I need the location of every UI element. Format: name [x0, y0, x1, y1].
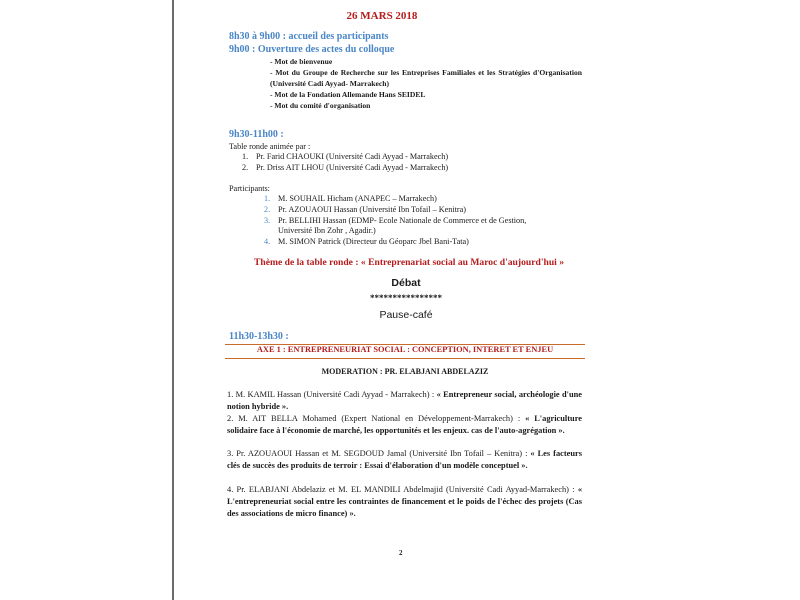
communication-authors: 4. Pr. ELABJANI Abdelaziz et M. EL MANDILI Abdelmajid (Université Cadi Ayyad-Marrakech) : — [227, 485, 578, 494]
participant-text: M. SOUHAIL Hicham (ANAPEC – Marrakech) — [278, 194, 437, 203]
roundtable-theme: Thème de la table ronde : « Entreprenariat social au Maroc d'aujourd'hui » — [253, 257, 565, 268]
separator-stars: **************** — [370, 293, 442, 303]
list-number: 2. — [242, 163, 249, 172]
welcome-slot: 8h30 à 9h00 : accueil des participants — [229, 31, 389, 42]
communication-title: « Les facteurs clés de succès des produits de terroir : Essai d'élaboration d'un modèle conceptuel ». — [227, 449, 582, 470]
communication-authors: 3. Pr. AZOUAOUI Hassan et M. SEGDOUD Jamal (Université Ibn Tofail – Kenitra) : — [227, 449, 531, 458]
axis-title: AXE 1 : ENTREPRENEURIAT SOCIAL : CONCEPTION, INTERET ET ENJEU — [256, 345, 554, 354]
session1-time: 9h30-11h00 : — [229, 129, 284, 140]
page-number: 2 — [399, 549, 403, 557]
list-number: 2. — [264, 205, 271, 214]
participant-item — [264, 193, 437, 204]
participant-item — [264, 225, 376, 236]
opening-slot: 9h00 : Ouverture des actes du colloque — [229, 44, 395, 55]
participants-label: Participants: — [229, 184, 270, 193]
list-number: 1. — [264, 194, 271, 203]
communication-authors: 2. M. AIT BELLA Mohamed (Expert National en Développement-Marrakech) : — [227, 414, 526, 423]
opening-item: - Mot de bienvenue — [270, 57, 333, 66]
communication-title: « Entrepreneur social, archéologie d'une notion hybride ». — [227, 390, 582, 411]
communication-title: « L'entrepreneuriat social entre les contraintes de financement et le poids de l'échec des projets (Cas des associations de micro finance) ». — [227, 485, 582, 518]
opening-item: - Mot de la Fondation Allemande Hans SEIDEL — [270, 90, 426, 99]
moderator-text: Pr. Farid CHAOUKI (Université Cadi Ayyad - Marrakech) — [256, 152, 449, 161]
list-number: 3. — [264, 216, 271, 225]
opening-item: - Mot du comité d'organisation — [270, 101, 371, 110]
list-number: 1. — [242, 152, 249, 161]
moderator-item — [242, 151, 448, 162]
participant-text: Pr. AZOUAOUI Hassan (Université Ibn Tofail – Kenitra) — [278, 205, 467, 214]
debate-heading: Débat — [391, 277, 421, 289]
moderation-line: MODERATION : PR. ELABJANI ABDELAZIZ — [321, 367, 489, 376]
participant-text: M. SIMON Patrick (Directeur du Géoparc Jbel Bani-Tata) — [278, 237, 469, 246]
program-date: 26 MARS 2018 — [346, 10, 418, 22]
communication-item — [227, 413, 582, 437]
axis-rule-bottom — [225, 358, 585, 359]
communication-title: « L'agriculture solidaire face à l'économie de marché, les opportunités et les enjeux. cas de l'auto-agrégation ». — [227, 414, 582, 435]
document-page — [174, 0, 626, 600]
communication-item — [227, 448, 582, 472]
participant-text: Université Ibn Zohr , Agadir.) — [278, 226, 376, 235]
session2-time: 11h30-13h30 : — [229, 331, 289, 342]
participant-text: Pr. BELLIHI Hassan (EDMP- Ecole Nationale de Commerce et de Gestion, — [278, 216, 527, 225]
moderator-text: Pr. Driss AIT LHOU (Université Cadi Ayyad - Marrakech) — [256, 163, 449, 172]
participant-item — [264, 236, 469, 247]
coffee-break: Pause-café — [379, 309, 433, 321]
opening-item: - Mot du Groupe de Recherche sur les Entreprises Familiales et les Stratégies d'Organisation (Université Cadi Ayyad- Marrakech) — [270, 68, 582, 88]
communication-item — [227, 484, 582, 520]
moderator-item — [242, 162, 448, 173]
communication-authors: 1. M. KAMIL Hassan (Université Cadi Ayyad - Marrakech) : — [227, 390, 437, 399]
participant-item — [264, 204, 466, 215]
communication-item — [227, 389, 582, 413]
list-number: 4. — [264, 237, 271, 246]
roundtable-intro: Table ronde animée par : — [229, 142, 311, 151]
